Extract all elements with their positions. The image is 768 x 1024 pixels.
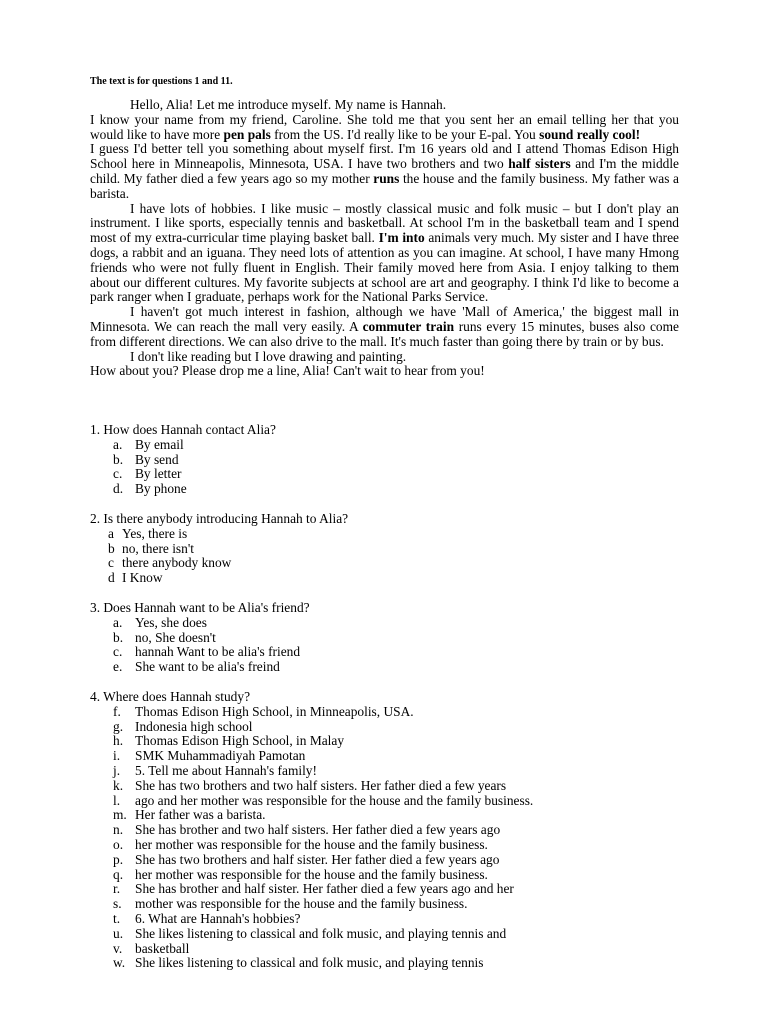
option-text: She want to be alia's freind xyxy=(135,659,280,675)
passage-paragraph xyxy=(90,202,679,306)
answer-option xyxy=(90,927,690,942)
passage-text: from the US. I'd really like to be your E-pal. You xyxy=(270,126,540,142)
answer-option xyxy=(90,631,690,646)
option-label: g. xyxy=(113,718,124,734)
option-label: c. xyxy=(113,644,123,660)
question-title: 2. Is there anybody introducing Hannah to Alia? xyxy=(90,510,349,526)
answer-option xyxy=(90,482,690,497)
option-text: She has brother and two half sisters. Her father died a few years ago xyxy=(135,822,501,838)
passage-text: I haven't got much interest in fashion, although we have 'Mall of America,' the biggest mall in Minnesota. We can reach the mall very easily. A xyxy=(90,304,679,334)
option-label: w. xyxy=(113,955,126,971)
answer-option xyxy=(90,660,690,675)
answer-option xyxy=(90,853,690,868)
option-label: u. xyxy=(113,925,124,941)
question-3 xyxy=(90,601,690,675)
passage-text: I have lots of hobbies. I like music – mostly classical music and folk music – but I don't play an instrument. I like sports, especially tennis and basketball. At school I'm in the basketball team and I spend most of my extra-curricular time playing basket ball. xyxy=(90,200,679,246)
option-text: She likes listening to classical and folk music, and playing tennis and xyxy=(135,925,507,941)
passage-closing xyxy=(90,364,679,379)
option-text: She likes listening to classical and folk music, and playing tennis xyxy=(135,955,484,971)
option-text: there anybody know xyxy=(122,555,232,571)
option-text: By send xyxy=(135,451,179,467)
option-text: ago and her mother was responsible for the house and the family business. xyxy=(135,792,534,808)
answer-option xyxy=(90,438,690,453)
option-text: no, She doesn't xyxy=(135,629,216,645)
option-label: s. xyxy=(113,896,122,912)
answer-option xyxy=(90,868,690,883)
option-text: SMK Muhammadiyah Pamotan xyxy=(135,748,306,764)
option-text: She has two brothers and two half sisters. Her father died a few years xyxy=(135,777,507,793)
question-list xyxy=(90,423,690,986)
option-text: 6. What are Hannah's hobbies? xyxy=(135,910,301,926)
passage-text: Hello, Alia! Let me introduce myself. My name is Hannah. xyxy=(130,97,447,112)
option-label: t. xyxy=(113,910,121,926)
option-label: p. xyxy=(113,851,124,867)
option-label: r. xyxy=(113,881,121,897)
passage-text: runs every 15 minutes, buses also come from different directions. We can also drive to the mall. It's much faster than going there by train or by bus. xyxy=(90,318,679,349)
option-text: 5. Tell me about Hannah's family! xyxy=(135,762,317,778)
option-text: no, there isn't xyxy=(122,540,194,556)
passage-text: and I'm the middle child. My father died a few years ago so my mother xyxy=(90,156,680,186)
bold-phrase: half sisters xyxy=(508,156,571,172)
option-label: h. xyxy=(113,733,124,749)
passage-text: I know your name from my friend, Caroline. She told me that you sent her an email telling her that you would like to have more xyxy=(90,111,679,142)
passage-paragraph xyxy=(90,350,679,365)
option-text: Indonesia high school xyxy=(135,718,253,734)
question-title: 3. Does Hannah want to be Alia's friend? xyxy=(90,599,310,615)
answer-option xyxy=(90,942,690,957)
answer-option xyxy=(90,556,690,571)
passage-text: I guess I'd better tell you something about myself first. I'm 16 years old and I attend Thomas Edison High School here in Minneapolis, Minnesota, USA. I have two brothers and two xyxy=(90,141,679,172)
answer-option xyxy=(90,616,690,631)
answer-option xyxy=(90,467,690,482)
question-1 xyxy=(90,423,690,497)
answer-option xyxy=(90,645,690,660)
option-label: l. xyxy=(113,792,121,808)
option-text: basketball xyxy=(135,940,190,956)
answer-option xyxy=(90,808,690,823)
option-text: her mother was responsible for the house and the family business. xyxy=(135,836,488,852)
answer-option xyxy=(90,749,690,764)
passage-greeting xyxy=(90,98,679,113)
bold-phrase: commuter train xyxy=(362,318,455,334)
option-text: I Know xyxy=(122,570,163,586)
bold-phrase: pen pals xyxy=(223,126,271,142)
option-label: v. xyxy=(113,940,123,956)
option-text: Yes, she does xyxy=(135,614,207,630)
passage-text: the house and the family business. My father was a barista. xyxy=(90,170,679,201)
option-text: Thomas Edison High School, in Malay xyxy=(135,733,345,749)
answer-option xyxy=(90,453,690,468)
answer-option xyxy=(90,527,690,542)
answer-option xyxy=(90,882,690,897)
option-text: Her father was a barista. xyxy=(135,807,266,823)
option-text: She has brother and half sister. Her father died a few years ago and her xyxy=(135,881,514,897)
option-label: d xyxy=(108,570,115,586)
option-label: a. xyxy=(113,436,123,452)
passage-text: I don't like reading but I love drawing and painting. xyxy=(130,348,407,364)
option-text: By letter xyxy=(135,466,182,482)
passage-text: animals very much. My sister and I have three dogs, a rabbit and an iguana. They need lots of attention as you can imagine. At school, I have many Hmong friends who were not fully fluent in English. Their family moved here from Asia. I enjoy talking to them about our different cultures. My favorite subjects at school are art and geography. I think I'd like to become a park ranger when I graduate, perhaps work for the National Parks Service. xyxy=(90,230,679,305)
question-2 xyxy=(90,512,690,586)
option-text: mother was responsible for the house and the family business. xyxy=(135,896,468,912)
reading-passage xyxy=(90,98,679,379)
option-label: b. xyxy=(113,629,124,645)
option-label: d. xyxy=(113,481,124,497)
passage-paragraph xyxy=(90,142,679,201)
heading: The text is for questions 1 and 11. xyxy=(90,76,233,87)
question-4 xyxy=(90,690,690,971)
option-text: hannah Want to be alia's friend xyxy=(135,644,301,660)
answer-option xyxy=(90,571,690,586)
answer-option xyxy=(90,779,690,794)
question-title: 4. Where does Hannah study? xyxy=(90,688,251,704)
option-label: n. xyxy=(113,822,124,838)
passage-paragraph xyxy=(90,305,679,349)
bold-phrase: sound really cool! xyxy=(539,126,641,142)
option-text: By phone xyxy=(135,481,187,497)
option-label: f. xyxy=(113,703,121,719)
answer-option xyxy=(90,823,690,838)
option-text: She has two brothers and half sister. Her father died a few years ago xyxy=(135,851,500,867)
answer-option xyxy=(90,542,690,557)
answer-option xyxy=(90,705,690,720)
question-title: 1. How does Hannah contact Alia? xyxy=(90,422,276,437)
answer-option xyxy=(90,838,690,853)
option-label: a xyxy=(108,525,114,541)
option-label: m. xyxy=(113,807,127,823)
answer-option xyxy=(90,897,690,912)
option-label: e. xyxy=(113,659,123,675)
option-label: b. xyxy=(113,451,124,467)
passage-paragraph xyxy=(90,113,679,143)
answer-option xyxy=(90,764,690,779)
option-label: i. xyxy=(113,748,121,764)
answer-option xyxy=(90,912,690,927)
answer-option xyxy=(90,720,690,735)
option-label: c. xyxy=(113,466,123,482)
option-label: b xyxy=(108,540,115,556)
option-text: By email xyxy=(135,436,184,452)
bold-phrase: I'm into xyxy=(378,230,425,246)
answer-option xyxy=(90,956,690,971)
option-label: q. xyxy=(113,866,124,882)
option-text: Thomas Edison High School, in Minneapolis, USA. xyxy=(135,703,414,719)
option-text: Yes, there is xyxy=(122,525,188,541)
option-text: her mother was responsible for the house and the family business. xyxy=(135,866,488,882)
option-label: k. xyxy=(113,777,124,793)
option-label: c xyxy=(108,555,114,571)
option-label: o. xyxy=(113,836,124,852)
option-label: a. xyxy=(113,614,123,630)
option-label: j. xyxy=(113,762,121,778)
bold-phrase: runs xyxy=(373,170,400,186)
passage-text: How about you? Please drop me a line, Alia! Can't wait to hear from you! xyxy=(90,363,485,379)
answer-option xyxy=(90,734,690,749)
answer-option xyxy=(90,794,690,809)
